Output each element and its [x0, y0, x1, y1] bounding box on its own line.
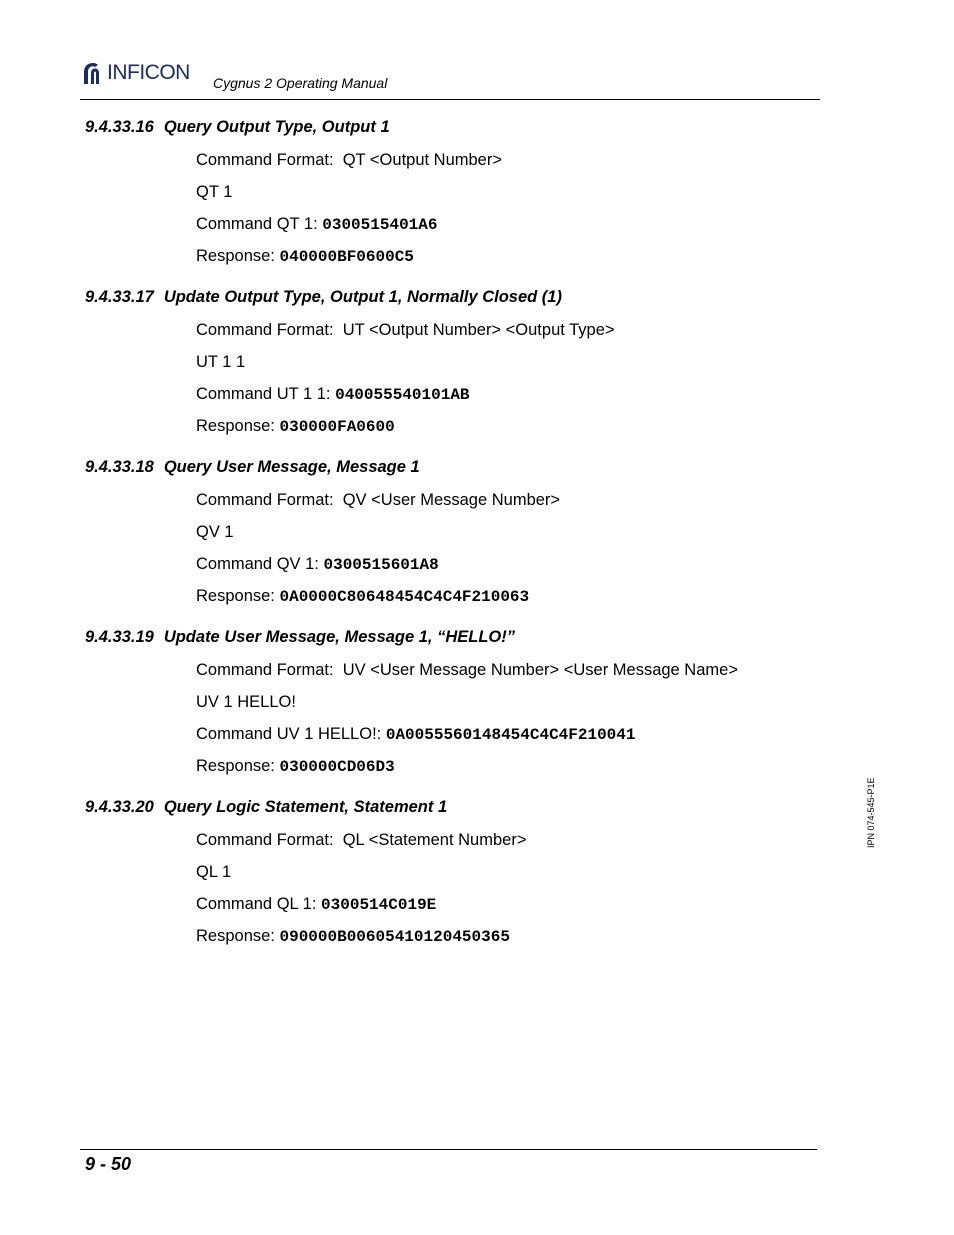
response-value: 040000BF0600C5: [279, 248, 414, 266]
command-format-line: [196, 151, 502, 170]
command-label: Command UT 1 1:: [196, 385, 331, 403]
section-heading: [85, 798, 447, 817]
command-label: Command QT 1:: [196, 215, 318, 233]
example-line: UT 1 1: [196, 353, 246, 371]
command-line: [196, 215, 437, 234]
command-line: [196, 555, 439, 574]
example-line: QT 1: [196, 183, 233, 201]
response-value: 030000CD06D3: [279, 758, 395, 776]
page-number: 9 - 50: [85, 1154, 132, 1174]
inficon-logo: [80, 60, 190, 86]
response-label: Response:: [196, 417, 275, 435]
command-value: 0300514C019E: [321, 896, 437, 914]
command-value: 040055540101AB: [335, 386, 470, 404]
footer-divider: [80, 1149, 817, 1150]
section-number: 9.4.33.19: [85, 628, 154, 646]
section-title: Query Output Type, Output 1: [163, 118, 390, 136]
command-format-value: QT <Output Number>: [342, 151, 502, 169]
command-format-value: QL <Statement Number>: [342, 831, 527, 849]
command-line: [196, 725, 635, 744]
inficon-logo-icon: [80, 60, 106, 86]
section-title: Query User Message, Message 1: [163, 458, 420, 476]
section-heading: [85, 288, 562, 307]
command-format-line: [196, 491, 560, 510]
response-line: [196, 757, 395, 776]
command-label: Command QV 1:: [196, 555, 319, 573]
example-line: QL 1: [196, 863, 232, 881]
section-number: 9.4.33.17: [85, 288, 154, 306]
section-title: Update User Message, Message 1, “HELLO!”: [163, 628, 516, 646]
command-format-line: [196, 831, 526, 850]
response-value: 0A0000C80648454C4C4F210063: [279, 588, 530, 606]
command-format-value: UV <User Message Number> <User Message Name>: [342, 661, 738, 679]
command-format-value: UT <Output Number> <Output Type>: [342, 321, 615, 339]
command-value: 0A0055560148454C4C4F210041: [385, 726, 636, 744]
command-format-label: Command Format:: [196, 151, 334, 169]
section-heading: [85, 458, 420, 477]
command-format-value: QV <User Message Number>: [342, 491, 561, 509]
command-format-label: Command Format:: [196, 661, 334, 679]
section-number: 9.4.33.18: [85, 458, 154, 476]
page-header: [80, 56, 820, 100]
example-line: UV 1 HELLO!: [196, 693, 296, 711]
command-value: 0300515601A8: [323, 556, 439, 574]
command-format-line: [196, 661, 738, 680]
section-number: 9.4.33.20: [85, 798, 154, 816]
command-format-label: Command Format:: [196, 491, 334, 509]
manual-title: Cygnus 2 Operating Manual: [213, 75, 388, 91]
section-heading: [85, 118, 390, 137]
response-value: 090000B00605410120450365: [279, 928, 510, 946]
logo-text: INFICON: [107, 61, 190, 84]
response-label: Response:: [196, 247, 275, 265]
command-format-label: Command Format:: [196, 321, 334, 339]
command-label: Command QL 1:: [196, 895, 317, 913]
response-label: Response:: [196, 757, 275, 775]
response-line: [196, 417, 395, 436]
ipn-side-label: IPN 074-545-P1E: [866, 777, 876, 848]
section-number: 9.4.33.16: [85, 118, 154, 136]
command-value: 0300515401A6: [322, 216, 438, 234]
response-label: Response:: [196, 927, 275, 945]
example-line: QV 1: [196, 523, 234, 541]
response-label: Response:: [196, 587, 275, 605]
section-title: Query Logic Statement, Statement 1: [163, 798, 448, 816]
command-line: [196, 385, 470, 404]
header-divider: [80, 99, 820, 100]
section-title: Update Output Type, Output 1, Normally Closed (1): [163, 288, 562, 306]
response-line: [196, 247, 414, 266]
command-format-line: [196, 321, 615, 340]
command-label: Command UV 1 HELLO!:: [196, 725, 382, 743]
response-value: 030000FA0600: [279, 418, 395, 436]
command-format-label: Command Format:: [196, 831, 334, 849]
section-heading: [85, 628, 515, 647]
response-line: [196, 927, 510, 946]
response-line: [196, 587, 529, 606]
command-line: [196, 895, 436, 914]
